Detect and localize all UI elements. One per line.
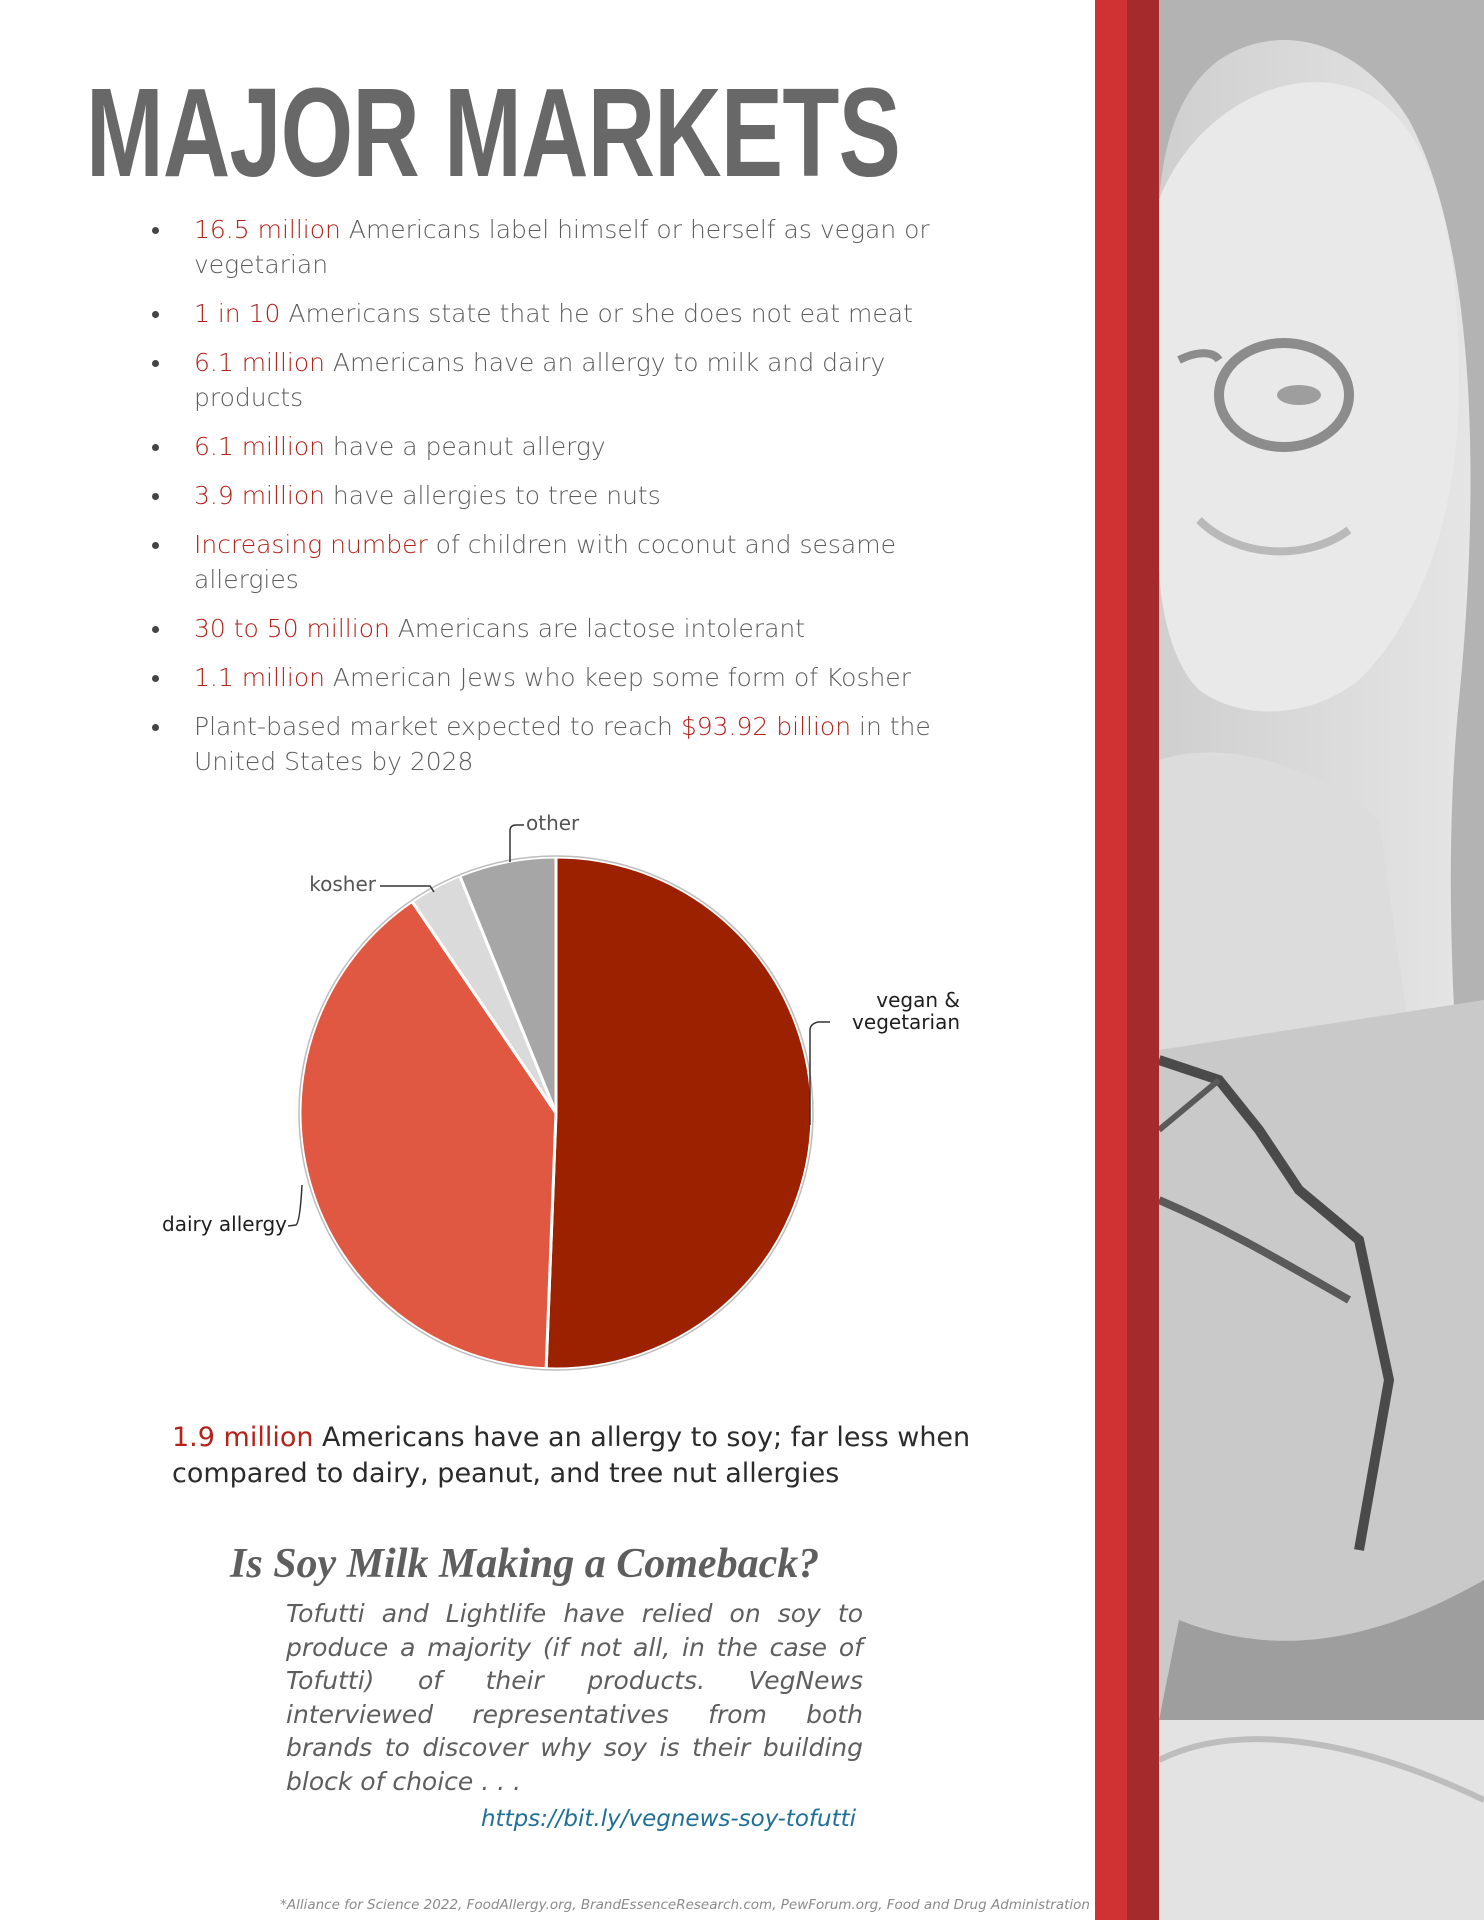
stat-bullet: [152, 611, 952, 646]
pie-label: other: [526, 811, 580, 835]
stat-text: Plant-based market expected to reach: [194, 712, 681, 741]
feature-link[interactable]: https://bit.ly/vegnews-soy-tofutti: [480, 1806, 856, 1832]
stat-highlight: 6.1 million: [194, 432, 325, 461]
stat-bullet: [152, 429, 952, 464]
market-stats-list: [152, 212, 952, 793]
dark-red-stripe: [1127, 0, 1159, 1920]
stat-bullet: [152, 212, 952, 282]
sources-footnote: *Alliance for Science 2022, FoodAllergy.org, BrandEssenceResearch.com, PewForum.org, Food and Drug Administration: [280, 1897, 1090, 1913]
soy-allergy-note: [172, 1420, 1012, 1492]
feature-title: Is Soy Milk Making a Comeback?: [230, 1541, 820, 1587]
red-stripe: [1095, 0, 1127, 1920]
stat-bullet: [152, 709, 952, 779]
feature-body: Tofutti and Lightlife have relied on soy to produce a majority (if not all, in the case of Tofutti) of their products. VegNews interviewed representatives from both brands to discover why soy is their building block of choice . . .: [286, 1599, 863, 1796]
pie-leader-line: [510, 825, 524, 862]
stat-highlight: 1.1 million: [194, 663, 325, 692]
market-pie-chart: [0, 800, 1095, 1400]
stat-highlight: 1 in 10: [194, 299, 281, 328]
soy-highlight: 1.9 million: [172, 1422, 314, 1453]
stat-text: have allergies to tree nuts: [324, 481, 661, 510]
stat-bullet: [152, 296, 952, 331]
stat-highlight: Increasing number: [194, 530, 428, 559]
stat-highlight: 6.1 million: [194, 348, 325, 377]
pie-slice-vegan: [546, 857, 812, 1369]
pie-label: dairy allergy: [162, 1212, 287, 1236]
page-title: MAJOR MARKETS: [86, 62, 901, 203]
soy-text: Americans have an allergy to soy; far less when compared to dairy, peanut, and tree nut allergies: [172, 1422, 971, 1489]
stat-bullet: [152, 527, 952, 597]
stat-bullet: [152, 345, 952, 415]
stat-text: Americans state that he or she does not eat meat: [280, 299, 913, 328]
stat-highlight: 30 to 50 million: [194, 614, 390, 643]
stat-bullet: [152, 478, 952, 513]
stat-highlight: $93.92 billion: [680, 712, 852, 741]
pie-label: kosher: [309, 872, 376, 896]
stat-text: Americans have an allergy to milk and dairy products: [194, 348, 886, 412]
stat-text: have a peanut allergy: [324, 432, 606, 461]
stat-text: Americans are lactose intolerant: [389, 614, 806, 643]
woman-portrait-photo: [1159, 0, 1484, 1920]
stat-text: Americans label himself or herself as vegan or vegetarian: [194, 215, 930, 279]
pie-label: vegan & vegetarian: [852, 988, 960, 1034]
stat-text: in the United States by 2028: [194, 712, 931, 776]
stat-highlight: 3.9 million: [194, 481, 325, 510]
stat-bullet: [152, 660, 952, 695]
stat-highlight: 16.5 million: [194, 215, 341, 244]
stat-text: American Jews who keep some form of Kosher: [324, 663, 911, 692]
pie-leader-line: [288, 1185, 302, 1226]
stat-text: of children with coconut and sesame allergies: [194, 530, 896, 594]
